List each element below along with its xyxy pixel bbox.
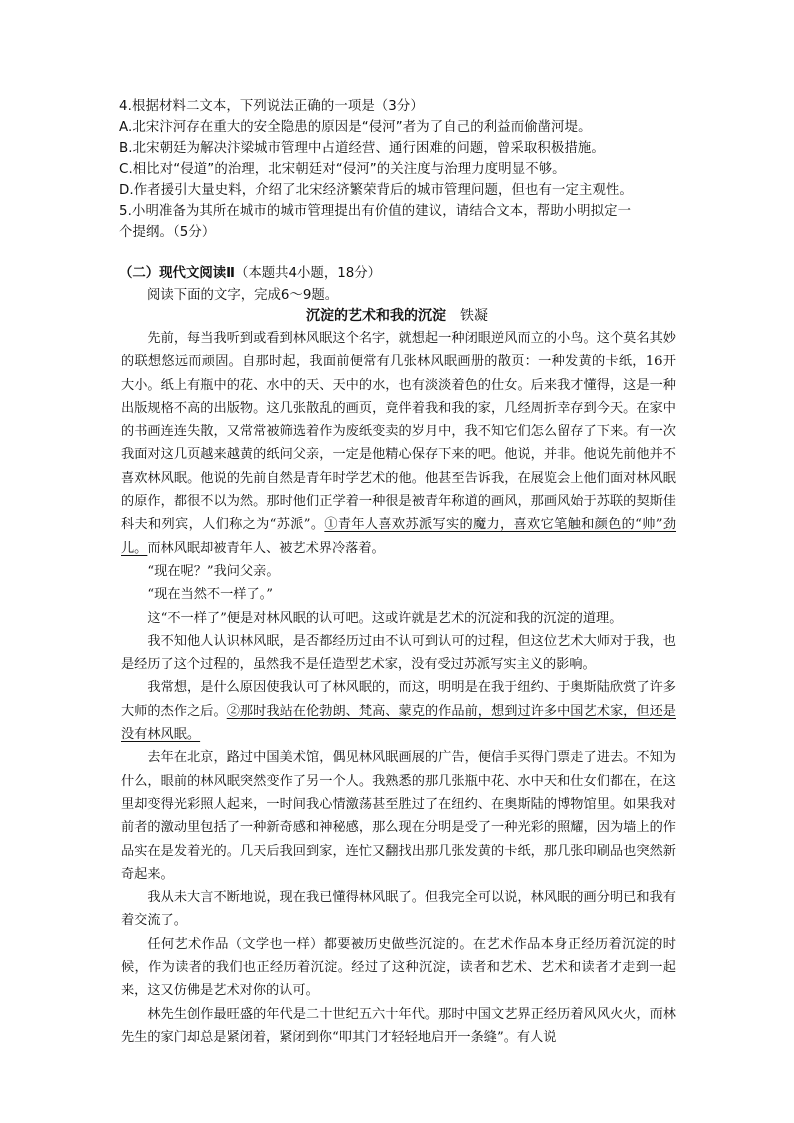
article-paragraph: 林先生创作最旺盛的年代是二十世纪五六十年代。那时中国文艺界正经历着风风火火，而林先生的家门却总是紧闭着，紧闭到你“叩其门才轻轻地启开一条缝”。有人说 [121, 1006, 676, 1045]
article-paragraph: 我常想，是什么原因使我认可了林风眠的，而这，明明是在我于纽约、于奥斯陆欣赏了许多大师的杰作之后。②那时我站在伦勃朗、梵高、蒙克的作品前，想到过许多中国艺术家，但还是没有林风眠。 [121, 680, 676, 743]
question-4-stem: 4.根据材料二文本，下列说法正确的一项是（3分） [119, 99, 424, 114]
article-paragraph: “现在呢？”我问父亲。 [147, 563, 280, 579]
article-title-text: 沉淀的艺术和我的沉淀 [306, 308, 446, 324]
question-4-option-a: A.北宋汴河存在重大的安全隐患的原因是“侵河”者为了自己的利益而偷凿河堤。 [119, 120, 592, 135]
section-heading-label: （二）现代文阅读Ⅱ [119, 266, 235, 281]
article-paragraph: 去年在北京，路过中国美术馆，偶见林风眠画展的广告，便信手买得门票走了进去。不知为什么，眼前的林风眠突然变作了另一个人。我熟悉的那几张瓶中花、水中天和仕女们都在，在这里却变得光彩照人起来，一时间我心情激荡甚至胜过了在纽约、在奥斯陆的博物馆里。如果我对前者的激动里包括了一种新奇感和神秘感，那么现在分明是受了一种光彩的照耀，因为墙上的作品实在是发着光的。几天后我回到家，连忙又翻找出那几张发黄的卡纸，那几张印刷品也突然新奇起来。 [121, 750, 676, 882]
article-paragraph: 任何艺术作品（文学也一样）都要被历史做些沉淀的。在艺术作品本身正经历着沉淀的时候，作为读者的我们也正经历着沉淀。经过了这种沉淀，读者和艺术、艺术和读者才走到一起来，这又仿佛是艺术对你的认可。 [121, 936, 676, 999]
article-paragraph: 先前，每当我听到或看到林风眠这个名字，就想起一种闭眼逆风而立的小鸟。这个莫名其妙的联想悠远而顽固。自那时起，我面前便常有几张林风眠画册的散页：一种发黄的卡纸，16开大小。纸上有瓶中的花、水中的天、天中的水，也有淡淡着色的仕女。后来我才懂得，这是一种出版规格不高的出版物。这几张散乱的画页，竟伴着我和我的家，几经周折幸存到今天。在家中的书画连连失散，又常常被筛选着作为废纸变卖的岁月中，我不知它们怎么留存了下来。有一次我面对这几页越来越黄的纸问父亲，一定是他精心保存下来的吧。他说，并非。他说先前他并不喜欢林风眠。他说的先前自然是青年时学艺术的他。他甚至告诉我，在展览会上他们面对林风眠的原作，都很不以为然。那时他们正学着一种很是被青年称道的画风，那画风始于苏联的契斯佳科夫和列宾，人们称之为“苏派”。①青年人喜欢苏派写实的魔力，喜欢它笔触和颜色的“帅”劲儿。而林风眠却被青年人、被艺术界冷落着。 [121, 331, 677, 556]
question-4-option-b: B.北宋朝廷为解决汴梁城市管理中占道经营、通行困难的问题，曾采取积极措施。 [119, 141, 605, 156]
underlined-sentence-2: ②那时我站在伦勃朗、梵高、蒙克的作品前，想到过许多中国艺术家，但还是没有林风眠。 [121, 703, 676, 743]
article-author: 铁凝 [460, 308, 488, 324]
reading-instruction: 阅读下面的文字，完成6～9题。 [147, 288, 339, 303]
article-paragraph: “现在当然不一样了。” [147, 587, 273, 603]
section-heading-detail: （本题共4小题，18分） [234, 266, 382, 281]
question-5-line-2: 个提纲。（5分） [119, 225, 216, 240]
question-5-line-1: 5.小明准备为其所在城市的城市管理提出有价值的建议，请结合文本，帮助小明拟定一 [119, 204, 632, 219]
article-paragraph: 我不知他人认识林风眠，是否都经历过由不认可到认可的过程，但这位艺术大师对于我，也是经历了这个过程的，虽然我不是任造型艺术家，没有受过苏派写实主义的影响。 [121, 633, 676, 673]
article-title [0, 305, 794, 327]
question-4-option-c: C.相比对“侵道”的治理，北宋朝廷对“侵河”的关注度与治理力度明显不够。 [119, 162, 566, 177]
article-body [121, 327, 676, 1049]
article-paragraph: 我从未大言不断地说，现在我已懂得林风眠了。但我完全可以说，林风眠的画分明已和我有着交流了。 [121, 890, 676, 929]
question-4-option-d: D.作者援引大量史料，介绍了北宋经济繁荣背后的城市管理问题，但也有一定主观性。 [119, 183, 633, 198]
section-heading [119, 263, 381, 284]
article-paragraph: 这“不一样了”便是对林风眠的认可吧。这或许就是艺术的沉淀和我的沉淀的道理。 [147, 610, 623, 626]
underlined-sentence-1: ①青年人喜欢苏派写实的魔力，喜欢它笔触和颜色的“帅”劲儿。 [121, 517, 677, 556]
